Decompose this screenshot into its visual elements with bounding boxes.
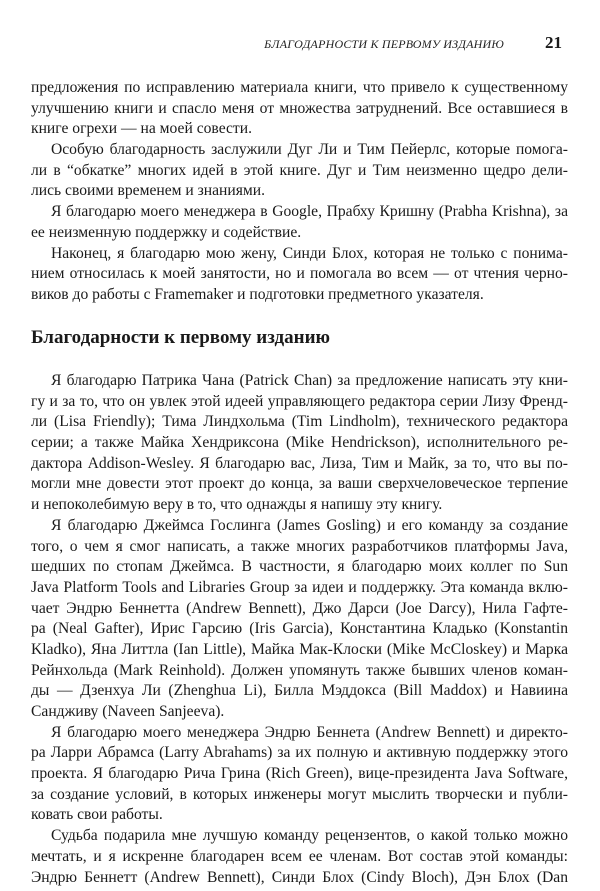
text-line: ра Ларри Абрамса (Larry Abrahams) за их полную и активную поддержку этого (31, 744, 568, 762)
text-line: Особую благодарность заслужили Дуг Ли и Тим Пейерлс, которые помога- (51, 141, 568, 159)
text-line: того, о чем я смог написать, а также многих разработчиков платформы Java, (31, 537, 568, 555)
text-line: Я благодарю Джеймса Гослинга (James Gosling) и его команду за создание (51, 516, 568, 534)
text-line: ковать свои работы. (31, 806, 163, 824)
body-text-top (31, 78, 568, 306)
text-line: Рейнхольда (Mark Reinhold). Должен упомянуть также бывших членов коман- (31, 661, 568, 679)
text-line: ли в “обкатке” многих идей в этой книге. Дуг и Тим неизменно щедро дели- (31, 161, 568, 179)
text-line: дактора Addison-Wesley. Я благодарю вас, Лиза, Тим и Майк, за то, что вы по- (31, 454, 568, 472)
body-text-bottom (31, 371, 568, 888)
text-line: нием относилась к моей занятости, но и помогала во всем — от чтения черно- (31, 265, 568, 283)
text-line: Эндрю Беннетт (Andrew Bennett), Синди Блох (Cindy Bloch), Дэн Блох (Dan (31, 868, 568, 886)
running-head-title: БЛАГОДАРНОСТИ К ПЕРВОМУ ИЗДАНИЮ (264, 37, 504, 51)
text-line: гу и за то, что он увлек этой идеей управляющего редактора серии Лизу Френд- (31, 392, 568, 410)
text-line: Я благодарю моего менеджера Эндрю Беннета (Andrew Bennett) и директо- (51, 723, 568, 741)
text-line: за создание условий, в которых инженеры могут мыслить творчески и публи- (31, 785, 568, 803)
text-line: Судьба подарила мне лучшую команду рецензентов, о какой только можно (51, 827, 568, 845)
text-line: Kladko), Яна Литтла (Ian Little), Майка Мак-Клоски (Mike McCloskey) и Марка (31, 640, 568, 658)
text-line: чает Эндрю Беннетта (Andrew Bennett), Джо Дарси (Joe Darcy), Нила Гафте- (31, 599, 568, 617)
text-line: ее неизменную поддержку и содействие. (31, 223, 302, 241)
text-line: Я благодарю моего менеджера в Google, Прабху Кришну (Prabha Krishna), за (51, 203, 568, 221)
section-heading: Благодарности к первому изданию (31, 327, 331, 348)
text-line: виков до работы с Framemaker и подготовки предметного указателя. (31, 285, 484, 303)
text-line: шедших по стопам Джеймса. В частности, я благодарю моих коллег по Sun (31, 558, 568, 576)
text-line: Наконец, я благодарю мою жену, Синди Блох, которая не только с понима- (51, 244, 568, 262)
text-line: и непоколебимую веру в то, что однажды я напишу эту книгу. (31, 496, 443, 514)
text-line: улучшению книги и спасло меня от множества затруднений. Все оставшиеся в (31, 99, 568, 117)
text-line: предложения по исправлению материала книги, что привело к существенному (31, 79, 568, 96)
text-line: ды — Дзенхуа Ли (Zhenghua Li), Билла Мэддокса (Bill Maddox) и Навиина (31, 682, 568, 700)
text-line: серии; а также Майка Хендриксона (Mike Hendrickson), исполнительного ре- (31, 434, 568, 452)
text-line: могли мне довести этот проект до конца, за ваши сверхчеловеческое терпение (31, 475, 568, 493)
running-head (0, 33, 562, 53)
text-line: книге огрехи — на моей совести. (31, 120, 252, 138)
text-line: проекта. Я благодарю Рича Грина (Rich Green), вице-президента Java Software, (31, 765, 568, 783)
text-line: Сандживу (Naveen Sanjeeva). (31, 703, 225, 720)
page-number: 21 (545, 33, 562, 52)
text-line: мечтать, и я искренне благодарен всем ее членам. Вот состав этой команды: (31, 847, 568, 865)
text-line: ра (Neal Gafter), Ирис Гарсию (Iris Garcia), Константина Кладько (Konstantin (31, 620, 568, 638)
text-line: Java Platform Tools and Libraries Group за идеи и поддержку. Эта команда вклю- (31, 578, 568, 596)
text-line: Я благодарю Патрика Чана (Patrick Chan) за предложение написать эту кни- (51, 372, 568, 389)
text-line: лись своими временем и знаниями. (31, 182, 266, 200)
text-line: ли (Lisa Friendly); Тима Линдхольма (Tim Lindholm), технического редактора (31, 413, 568, 431)
